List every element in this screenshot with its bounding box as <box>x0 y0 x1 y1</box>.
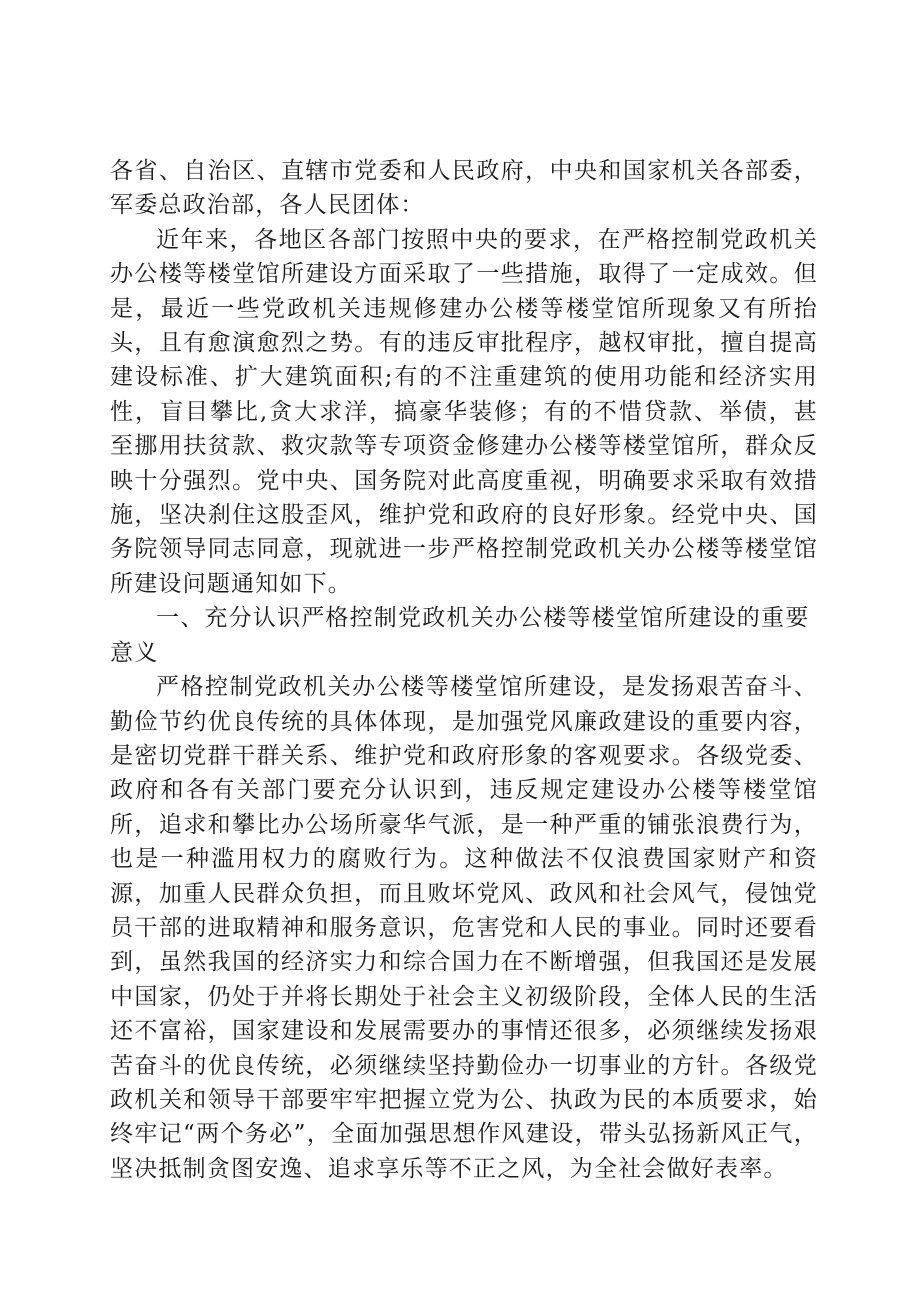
salutation: 各省、自治区、直辖市党委和人民政府，中央和国家机关各部委，军委总政治部，各人民团体： <box>110 158 818 219</box>
document-body <box>110 154 818 1186</box>
section-paragraph-1: 严格控制党政机关办公楼等楼堂馆所建设，是发扬艰苦奋斗、勤俭节约优良传统的具体体现，是加强党风廉政建设的重要内容，是密切党群干群关系、维护党和政府形象的客观要求。各级党委、政府和各有关部门要充分认识到，违反规定建设办公楼等楼堂馆所，追求和攀比办公场所豪华气派，是一种严重的铺张浪费行为，也是一种滥用权力的腐败行为。这种做法不仅浪费国家财产和资源，加重人民群众负担，而且败坏党风、政风和社会风气，侵蚀党员干部的进取精神和服务意识，危害党和人民的事业。同时还要看到，虽然我国的经济实力和综合国力在不断增强，但我国还是发展中国家，仍处于并将长期处于社会主义初级阶段，全体人民的生活还不富裕，国家建设和发展需要办的事情还很多，必须继续发扬艰苦奋斗的优良传统，必须继续坚持勤俭办一切事业的方针。各级党政机关和领导干部要牢牢把握立党为公、执政为民的本质要求，始终牢记“两个务必”，全面加强思想作风建设，带头弘扬新风正气，坚决抵制贪图安逸、追求享乐等不正之风，为全社会做好表率。 <box>110 674 818 1182</box>
intro-paragraph: 近年来，各地区各部门按照中央的要求，在严格控制党政机关办公楼等楼堂馆所建设方面采取了一些措施，取得了一定成效。但是，最近一些党政机关违规修建办公楼等楼堂馆所现象又有所抬头，且有愈演愈烈之势。有的违反审批程序，越权审批，擅自提高建设标准、扩大建筑面积;有的不注重建筑的使用功能和经济实用性，盲目攀比,贪大求洋，搞豪华装修；有的不惜贷款、举债，甚至挪用扶贫款、救灾款等专项资金修建办公楼等楼堂馆所，群众反映十分强烈。党中央、国务院对此高度重视，明确要求采取有效措施，坚决刹住这股歪风，维护党和政府的良好形象。经党中央、国务院领导同志同意，现就进一步严格控制党政机关办公楼等楼堂馆所建设问题通知如下。 <box>110 226 818 597</box>
section-heading-1: 一、充分认识严格控制党政机关办公楼等楼堂馆所建设的重要意义 <box>110 605 810 666</box>
